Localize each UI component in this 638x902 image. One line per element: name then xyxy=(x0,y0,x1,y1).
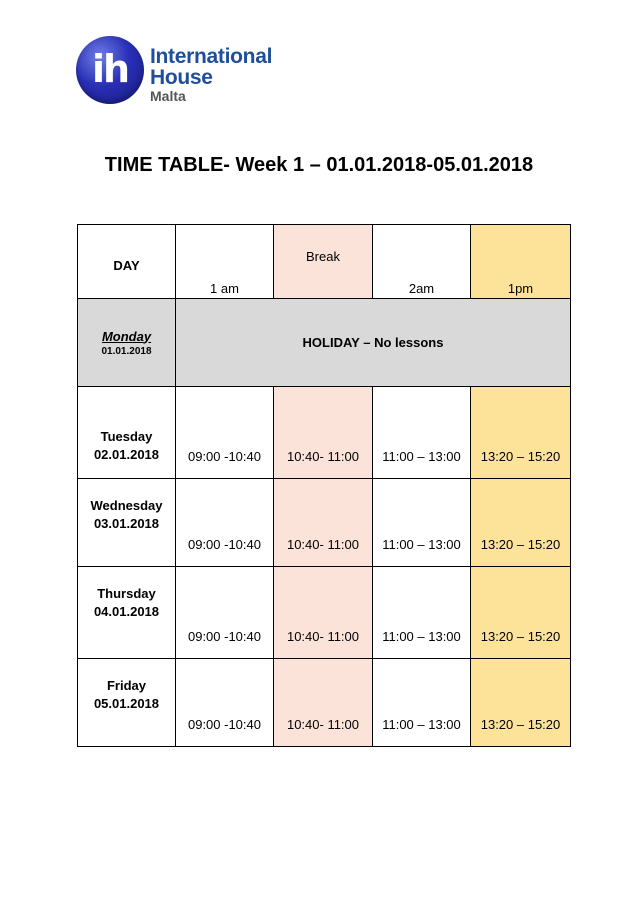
ih-logo-mark: ih xyxy=(91,47,129,91)
holiday-row xyxy=(78,299,571,387)
break-time: 10:40- 11:00 xyxy=(274,659,373,747)
day-cell xyxy=(78,659,176,747)
ih-malta-logo xyxy=(76,36,286,106)
slot-3-time: 13:20 – 15:20 xyxy=(471,387,571,479)
holiday-notice: HOLIDAY – No lessons xyxy=(176,299,571,387)
slot-2-time: 11:00 – 13:00 xyxy=(373,659,471,747)
day-date: 05.01.2018 xyxy=(93,696,160,711)
break-time: 10:40- 11:00 xyxy=(274,479,373,567)
day-date: 02.01.2018 xyxy=(93,446,160,462)
break-time: 10:40- 11:00 xyxy=(274,567,373,659)
day-cell xyxy=(78,387,176,479)
day-date: 04.01.2018 xyxy=(93,604,160,619)
header-slot-2: 2am xyxy=(373,225,471,299)
day-cell xyxy=(78,479,176,567)
slot-2-time: 11:00 – 13:00 xyxy=(373,387,471,479)
table-row xyxy=(78,387,571,479)
day-cell xyxy=(78,567,176,659)
header-day: DAY xyxy=(78,225,176,299)
day-name: Friday xyxy=(106,678,146,693)
table-row xyxy=(78,659,571,747)
header-slot-3: 1pm xyxy=(471,225,571,299)
slot-1-time: 09:00 -10:40 xyxy=(176,479,274,567)
logo-line-house: House xyxy=(150,66,213,89)
day-name: Thursday xyxy=(97,586,156,601)
ih-logo-emblem xyxy=(76,36,144,104)
logo-wordmark xyxy=(150,46,272,103)
slot-3-time: 13:20 – 15:20 xyxy=(471,567,571,659)
holiday-day-name: Monday xyxy=(101,328,152,344)
table-row xyxy=(78,479,571,567)
slot-1-time: 09:00 -10:40 xyxy=(176,567,274,659)
header-break: Break xyxy=(274,225,373,299)
day-date: 03.01.2018 xyxy=(93,516,160,531)
slot-2-time: 11:00 – 13:00 xyxy=(373,567,471,659)
holiday-day-cell xyxy=(78,299,176,387)
day-name: Wednesday xyxy=(90,498,163,513)
timetable-header-row xyxy=(78,225,571,299)
logo-line-international: International xyxy=(150,45,273,68)
slot-1-time: 09:00 -10:40 xyxy=(176,387,274,479)
timetable xyxy=(77,224,571,747)
slot-3-time: 13:20 – 15:20 xyxy=(471,659,571,747)
slot-2-time: 11:00 – 13:00 xyxy=(373,479,471,567)
slot-1-time: 09:00 -10:40 xyxy=(176,659,274,747)
holiday-day-date: 01.01.2018 xyxy=(101,345,152,357)
page-title: TIME TABLE- Week 1 – 01.01.2018-05.01.2018 xyxy=(104,154,534,176)
slot-3-time: 13:20 – 15:20 xyxy=(471,479,571,567)
header-slot-1: 1 am xyxy=(176,225,274,299)
day-name: Tuesday xyxy=(100,428,153,444)
logo-line-malta: Malta xyxy=(150,88,186,104)
break-time: 10:40- 11:00 xyxy=(274,387,373,479)
table-row xyxy=(78,567,571,659)
